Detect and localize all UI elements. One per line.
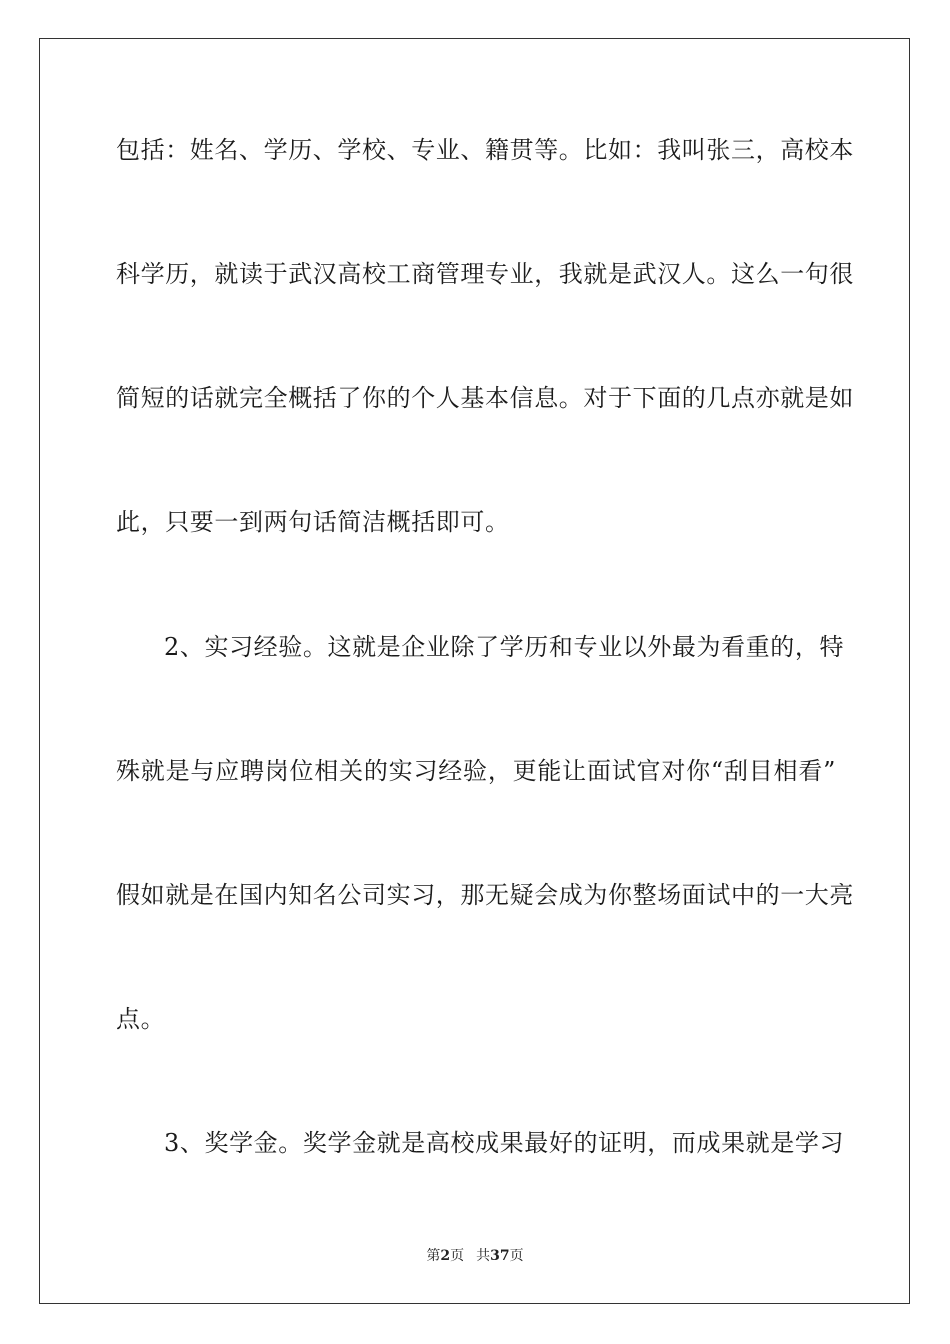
text-line-1: 包括：姓名、学历、学校、专业、籍贯等。比如：我叫张三，高校本 <box>116 136 854 164</box>
text-line-8: 点。 <box>116 1005 166 1033</box>
text-line-3: 简短的话就完全概括了你的个人基本信息。对于下面的几点亦就是如 <box>116 384 854 412</box>
text-line-7: 假如就是在国内知名公司实习，那无疑会成为你整场面试中的一大亮 <box>116 881 854 909</box>
total-label-prefix: 共 <box>476 1248 491 1264</box>
page-border <box>39 38 910 1304</box>
text-line-2: 科学历，就读于武汉高校工商管理专业，我就是武汉人。这么一句很 <box>116 260 854 288</box>
text-line-5: 2、实习经验。这就是企业除了学历和专业以外最为看重的，特 <box>164 633 845 661</box>
total-label-suffix: 页 <box>509 1248 524 1264</box>
page-label-suffix: 页 <box>450 1248 465 1264</box>
text-line-6: 殊就是与应聘岗位相关的实习经验，更能让面试官对你“刮目相看” <box>116 757 836 785</box>
text-line-9: 3、奖学金。奖学金就是高校成果最好的证明，而成果就是学习 <box>164 1129 845 1157</box>
text-line-4: 此，只要一到两句话简洁概括即可。 <box>116 508 510 536</box>
page-footer <box>0 1247 950 1265</box>
page-number: 2 <box>440 1248 451 1264</box>
total-pages: 37 <box>490 1248 510 1264</box>
page-label-prefix: 第 <box>426 1248 441 1264</box>
